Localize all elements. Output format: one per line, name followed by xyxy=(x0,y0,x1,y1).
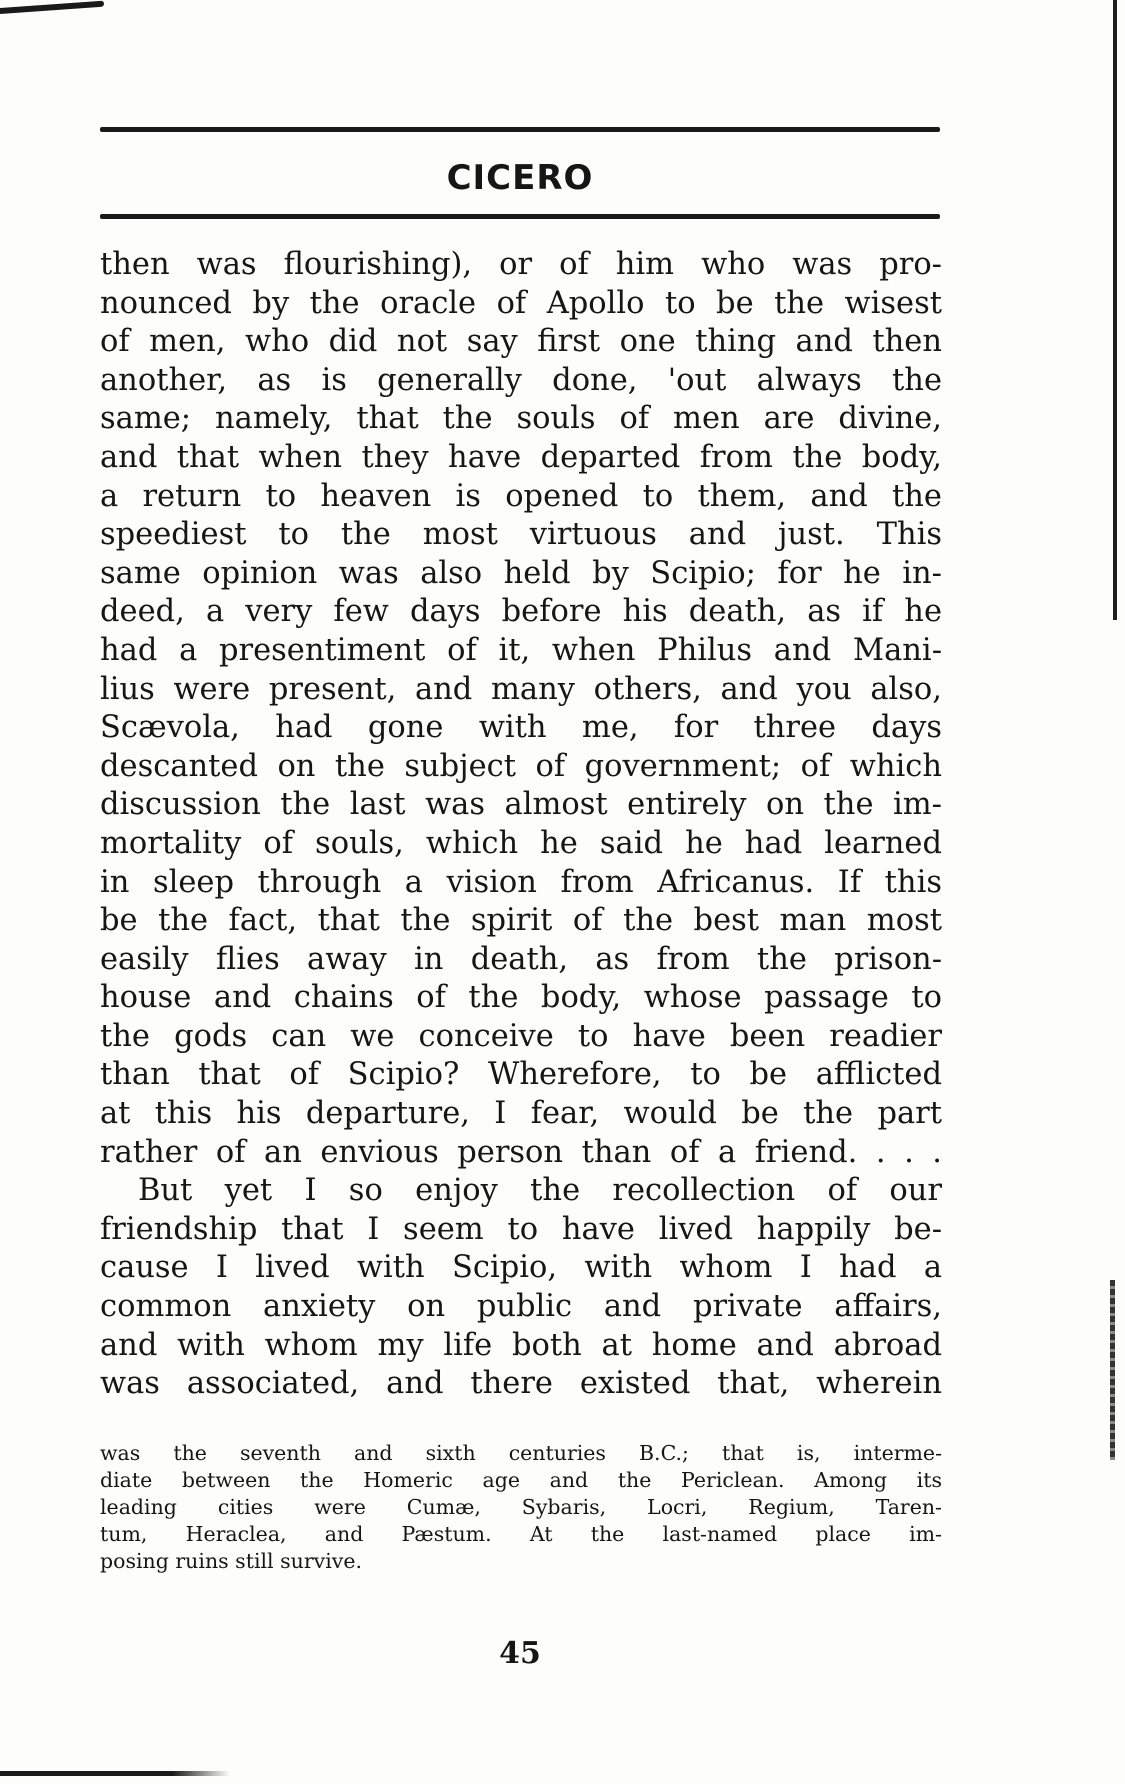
footnote-line: leading cities were Cumæ, Sybaris, Locri, Regium, Taren- xyxy=(100,1495,942,1519)
text-line: mortality of souls, which he said he had learned xyxy=(100,825,942,861)
text-line: deed, a very few days before his death, as if he xyxy=(100,594,942,630)
text-line: same; namely, that the souls of men are divine, xyxy=(100,401,942,437)
text-line: then was flourishing), or of him who was pro- xyxy=(100,247,942,282)
header-rule-top xyxy=(100,127,940,132)
text-line: in sleep through a vision from Africanus. If this xyxy=(100,864,942,900)
main-text xyxy=(100,246,942,1404)
text-line: same opinion was also held by Scipio; for he in- xyxy=(100,555,942,591)
text-line: at this his departure, I fear, would be the part xyxy=(100,1096,942,1132)
text-line: rather of an envious person than of a friend. . . . xyxy=(100,1134,942,1170)
header-rule-bottom xyxy=(100,214,940,219)
text-line: of men, who did not say first one thing and then xyxy=(100,324,942,360)
text-line: cause I lived with Scipio, with whom I had a xyxy=(100,1250,942,1286)
text-line: be the fact, that the spirit of the best man most xyxy=(100,903,942,939)
scan-edge-shadow xyxy=(1113,0,1117,620)
scan-corner-mark xyxy=(0,1,104,14)
text-line: lius were present, and many others, and you also, xyxy=(100,671,942,707)
text-line: descanted on the subject of government; of which xyxy=(100,748,942,784)
text-line: and that when they have departed from the body, xyxy=(100,439,942,475)
scan-bottom-mark xyxy=(0,1771,230,1776)
text-line: nounced by the oracle of Apollo to be the wisest xyxy=(100,285,942,321)
text-line: a return to heaven is opened to them, and the xyxy=(100,478,942,514)
text-line: easily flies away in death, as from the prison- xyxy=(100,941,942,977)
text-line: common anxiety on public and private affairs, xyxy=(100,1289,942,1325)
text-line: than that of Scipio? Wherefore, to be afflicted xyxy=(100,1057,942,1093)
paragraph-start-line: But yet I so enjoy the recollection of our xyxy=(138,1173,942,1209)
text-line: had a presentiment of it, when Philus and Mani- xyxy=(100,632,942,668)
footnote-line: posing ruins still survive. xyxy=(100,1549,363,1573)
footnote-line: was the seventh and sixth centuries B.C.; that is, interme- xyxy=(100,1441,942,1465)
text-line: was associated, and there existed that, wherein xyxy=(100,1366,942,1402)
text-line: house and chains of the body, whose passage to xyxy=(100,980,942,1016)
footnote xyxy=(100,1440,942,1575)
text-line: and with whom my life both at home and abroad xyxy=(100,1327,942,1363)
scan-edge-shadow xyxy=(1110,1280,1115,1460)
text-line: Scævola, had gone with me, for three days xyxy=(100,710,942,746)
text-line: speediest to the most virtuous and just. This xyxy=(100,517,942,553)
text-line: discussion the last was almost entirely on the im- xyxy=(100,787,942,823)
running-head: CICERO xyxy=(446,158,594,198)
footnote-line: diate between the Homeric age and the Periclean. Among its xyxy=(100,1468,942,1492)
footnote-line: tum, Heraclea, and Pæstum. At the last-named place im- xyxy=(100,1522,942,1546)
page-number: 45 xyxy=(499,1636,541,1671)
text-line: another, as is generally done, 'out always the xyxy=(100,362,942,398)
text-line: friendship that I seem to have lived happily be- xyxy=(100,1211,942,1247)
text-line: the gods can we conceive to have been readier xyxy=(100,1018,942,1054)
